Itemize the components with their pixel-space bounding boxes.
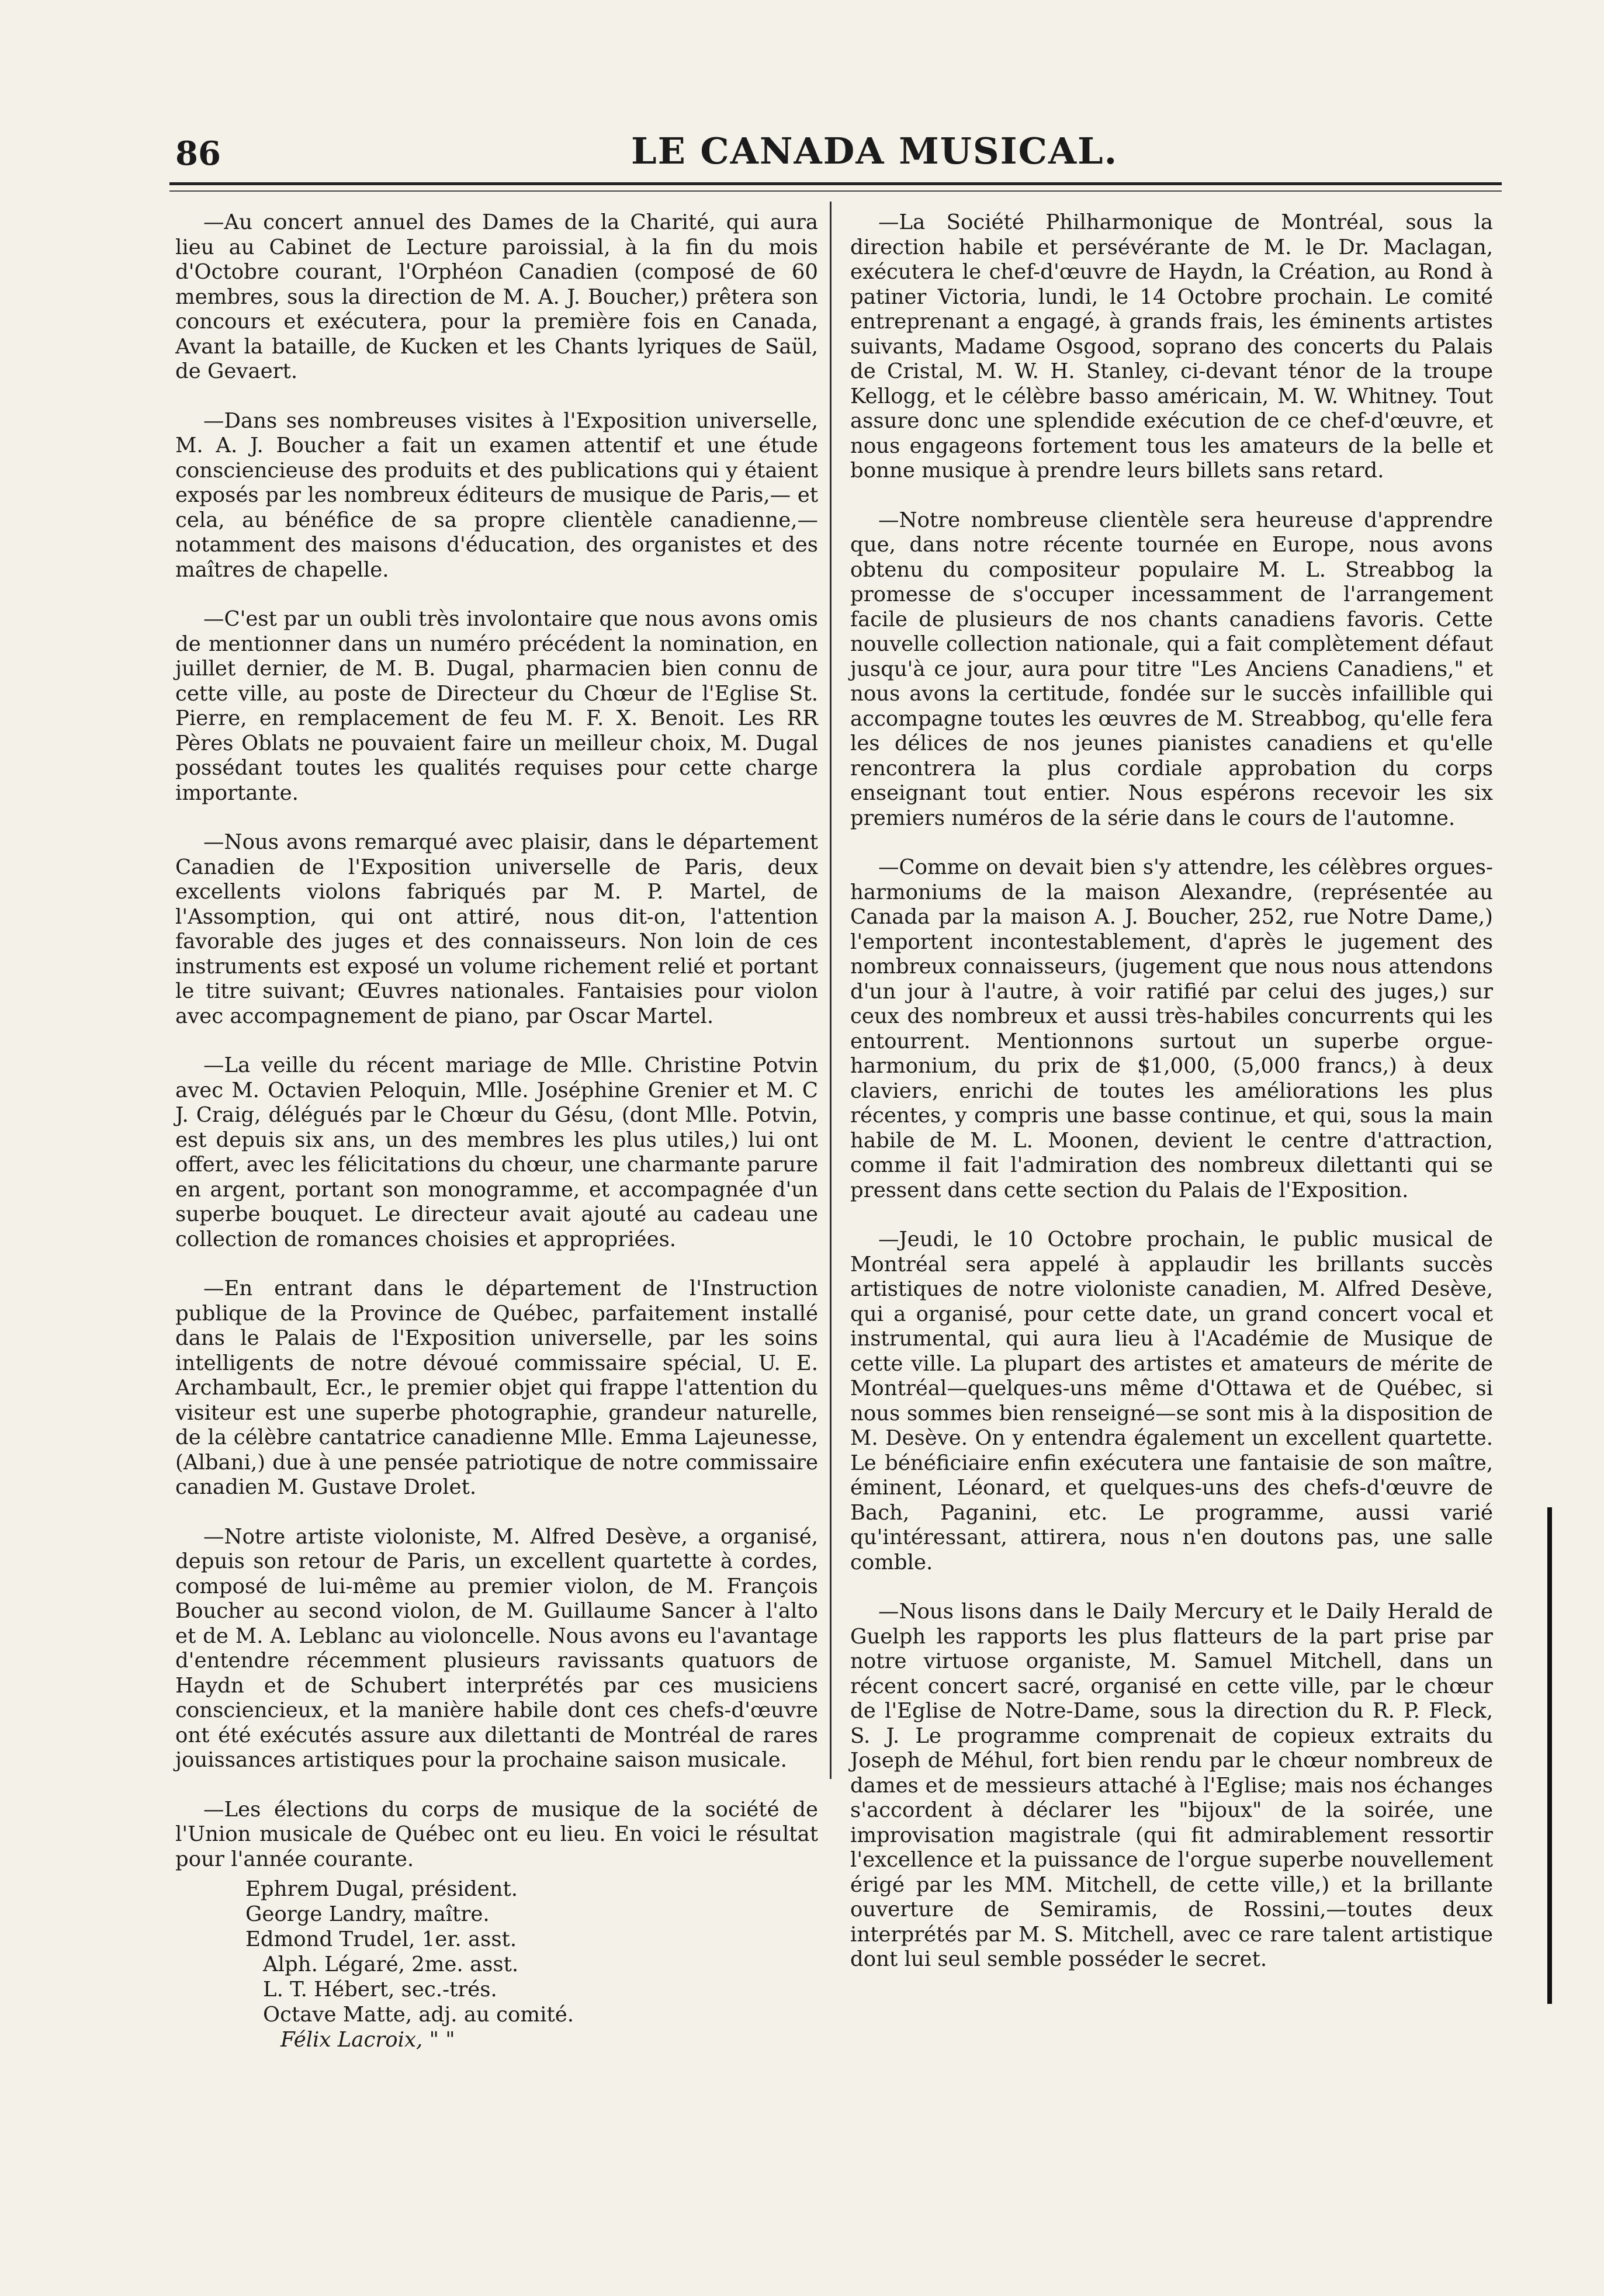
news-item-photographie-albani: —En entrant dans le département de l'Instruction publique de la Province de Québec, parfaitement installé dans le Palais de l'Exposition universelle, par les soins intelligents de notre dévoué commissaire spécial, U. E. Archambault, Ecr., le premier objet qui frappe l'attention du visiteur est une superbe photographie, grandeur naturelle, de la célèbre cantatrice canadienne Mlle. Emma Lajeunesse, (Albani,) due à une pensée patriotique de notre commissaire canadien M. Gustave Drolet. xyxy=(175,1277,818,1499)
header-rule xyxy=(169,182,1502,185)
news-item-orgues-alexandre: —Comme on devait bien s'y attendre, les célèbres orgues-harmoniums de la maison Alexandre, (représentée au Canada par la maison A. J. Boucher, 252, rue Notre Dame,) l'emportent incontestablement, d'après le jugement des nombreux connaisseurs, (jugement que nous nous attendons d'un jour à l'autre, à voir ratifié par celui des juges,) sur ceux des nombreux et aussi très-habiles concurrents qui les entourrent. Mentionnons surtout un superbe orgue-harmonium, du prix de $1,000, (5,000 francs,) à deux claviers, enrichi de toutes les améliorations les plus récentes, y compris une basse continue, et qui, sous la main habile de M. L. Moonen, devient le centre d'attraction, comme il fait l'admiration des nombreux dilettanti qui se pressent dans cette section du Palais de l'Exposition. xyxy=(850,855,1493,1202)
news-item-union-musicale: —Les élections du corps de musique de la société de l'Union musicale de Québec ont eu lieu. En voici le résultat pour l'année courante. xyxy=(175,1797,818,1871)
column-divider xyxy=(830,202,832,1779)
left-column xyxy=(175,210,818,2052)
officer-entry: Octave Matte, adj. au comité. xyxy=(263,2003,574,2027)
news-item-concert-dames-charite: —Au concert annuel des Dames de la Charité, qui aura lieu au Cabinet de Lecture paroissial, à la fin du mois d'Octobre courant, l'Orphéon Canadien (composé de 60 membres, sous la direction de M. A. J. Boucher,) prêtera son concours et exécutera, pour la première fois en Canada, Avant la bataille, de Kucken et les Chants lyriques de Saül, de Gevaert. xyxy=(175,210,818,383)
news-item-concert-deseve: —Jeudi, le 10 Octobre prochain, le public musical de Montréal sera appelé à applaudir les brillants succès artistiques de notre violoniste canadien, M. Alfred Desève, qui a organisé, pour cette date, un grand concert vocal et instrumental, qui aura lieu à l'Académie de Musique de cette ville. La plupart des artistes et amateurs de mérite de Montréal—quelques-uns même d'Ottawa et de Québec, si nous sommes bien renseigné—se sont mis à la disposition de M. Desève. On y entendra également un excellent quartette. Le bénéficiaire enfin exécutera une fantaisie de son maître, éminent, Léonard, et quelques-uns des chefs-d'œuvre de Bach, Paganini, etc. Le programme, aussi varié qu'intéressant, attirera, nous n'en doutons pas, une salle comble. xyxy=(850,1227,1493,1574)
officers-list xyxy=(175,1877,818,2052)
page-number: 86 xyxy=(175,134,221,173)
officer-entry: Alph. Légaré, 2me. asst. xyxy=(263,1952,519,1976)
news-item-exposition-boucher: —Dans ses nombreuses visites à l'Exposition universelle, M. A. J. Boucher a fait un examen attentif et une étude consciencieuse des produits et des publications qui y étaient exposés par les nombreux éditeurs de musique de Paris,— et cela, au bénéfice de sa propre clientèle canadienne,—notamment des maisons d'éducation, des organistes et des maîtres de chapelle. xyxy=(175,408,818,582)
officer-entry: Edmond Trudel, 1er. asst. xyxy=(245,1927,517,1951)
news-item-quartette-deseve: —Notre artiste violoniste, M. Alfred Desève, a organisé, depuis son retour de Paris, un excellent quartette à cordes, composé de lui-même au premier violon, de M. François Boucher au second violon, de M. Guillaume Sancer à l'alto et de M. A. Leblanc au violoncelle. Nous avons eu l'avantage d'entendre récemment plusieurs ravissants quatuors de Haydn et de Schubert interprétés par ces musiciens consciencieux, et la manière habile dont ces chefs-d'œuvre ont été exécutés assure aux dilettanti de Montréal de rares jouissances artistiques pour la prochaine saison musicale. xyxy=(175,1524,818,1772)
officer-entry: Félix Lacroix, " " xyxy=(280,2028,455,2052)
news-item-mitchell-guelph: —Nous lisons dans le Daily Mercury et le Daily Herald de Guelph les rapports les plus flatteurs de la part prise par notre virtuose organiste, M. Samuel Mitchell, dans un récent concert sacré, organisé en cette ville, par le chœur de l'Eglise de Notre-Dame, sous la direction du R. P. Fleck, S. J. Le programme comprenait de copieux extraits du Joseph de Méhul, fort bien rendu par le chœur nombreux de dames et de messieurs attaché à l'Eglise; mais nos échanges s'accordent à déclarer les "bijoux" de la soirée, une improvisation magistrale (qui fit admirablement ressortir l'excellence et la puissance de l'orgue superbe nouvellement érigé par les MM. Mitchell, de cette ville,) et la brillante ouverture de Semiramis, de Rossini,—toutes deux interprétés par M. S. Mitchell, avec ce rare talent artistique dont lui seul semble posséder le secret. xyxy=(850,1600,1493,1971)
news-item-streabbog: —Notre nombreuse clientèle sera heureuse d'apprendre que, dans notre récente tournée en Europe, nous avons obtenu du compositeur populaire M. L. Streabbog la promesse de s'occuper incessamment de l'arrangement facile de plusieurs de nos chants canadiens favoris. Cette nouvelle collection nationale, qui a fait complètement défaut jusqu'à ce jour, aura pour titre "Les Anciens Canadiens," et nous avons la certitude, fondée sur le succès infaillible qui accompagne toutes les œuvres de M. Streabbog, qu'elle fera les délices de nos jeunes pianistes canadiens et qu'elle rencontrera la plus cordiale approbation du corps enseignant tout entier. Nous espérons recevoir les six premiers numéros de la série dans le cours de l'automne. xyxy=(850,508,1493,830)
running-title: LE CANADA MUSICAL. xyxy=(631,130,1118,172)
officer-entry: Ephrem Dugal, président. xyxy=(245,1877,518,1901)
officer-entry: George Landry, maître. xyxy=(245,1902,490,1926)
officer-entry: L. T. Hébert, sec.-trés. xyxy=(263,1978,497,2002)
scan-edge-bar xyxy=(1547,1507,1552,2004)
news-item-violons-martel: —Nous avons remarqué avec plaisir, dans le département Canadien de l'Exposition universelle de Paris, deux excellents violons fabriqués par M. P. Martel, de l'Assomption, qui ont attiré, nous dit-on, l'attention favorable des juges et des connaisseurs. Non loin de ces instruments est exposé un volume richement relié et portant le titre suivant; Œuvres nationales. Fantaisies pour violon avec accompagnement de piano, par Oscar Martel. xyxy=(175,830,818,1028)
right-column xyxy=(850,210,1493,1997)
news-item-mariage-potvin: —La veille du récent mariage de Mlle. Christine Potvin avec M. Octavien Peloquin, Mlle. Joséphine Grenier et M. C J. Craig, délégués par le Chœur du Gésu, (dont Mlle. Potvin, est depuis six ans, un des membres les plus utiles,) lui ont offert, avec les félicitations du chœur, une charmante parure en argent, portant son monogramme, et accompagnée d'un superbe bouquet. Le directeur avait ajouté au cadeau une collection de romances choisies et appropriées. xyxy=(175,1053,818,1251)
header-rule-thin xyxy=(169,190,1502,192)
news-item-nomination-dugal: —C'est par un oubli très involontaire que nous avons omis de mentionner dans un numéro précédent la nomination, en juillet dernier, de M. B. Dugal, pharmacien bien connu de cette ville, au poste de Directeur du Chœur de l'Eglise St. Pierre, en remplacement de feu M. F. X. Benoit. Les RR Pères Oblats ne pouvaient faire un meilleur choix, M. Dugal possédant toutes les qualités requises pour cette charge importante. xyxy=(175,607,818,805)
news-item-societe-philharmonique: —La Société Philharmonique de Montréal, sous la direction habile et persévérante de M. le Dr. Maclagan, exécutera le chef-d'œuvre de Haydn, la Création, au Rond à patiner Victoria, lundi, le 14 Octobre prochain. Le comité entreprenant a engagé, à grands frais, les éminents artistes suivants, Madame Osgood, soprano des concerts du Palais de Cristal, M. W. H. Stanley, ci-devant ténor de la troupe Kellogg, et le célèbre basso américain, M. W. Whitney. Tout assure donc une splendide exécution de ce chef-d'œuvre, et nous engageons fortement tous les amateurs de la belle et bonne musique à prendre leurs billets sans retard. xyxy=(850,210,1493,483)
